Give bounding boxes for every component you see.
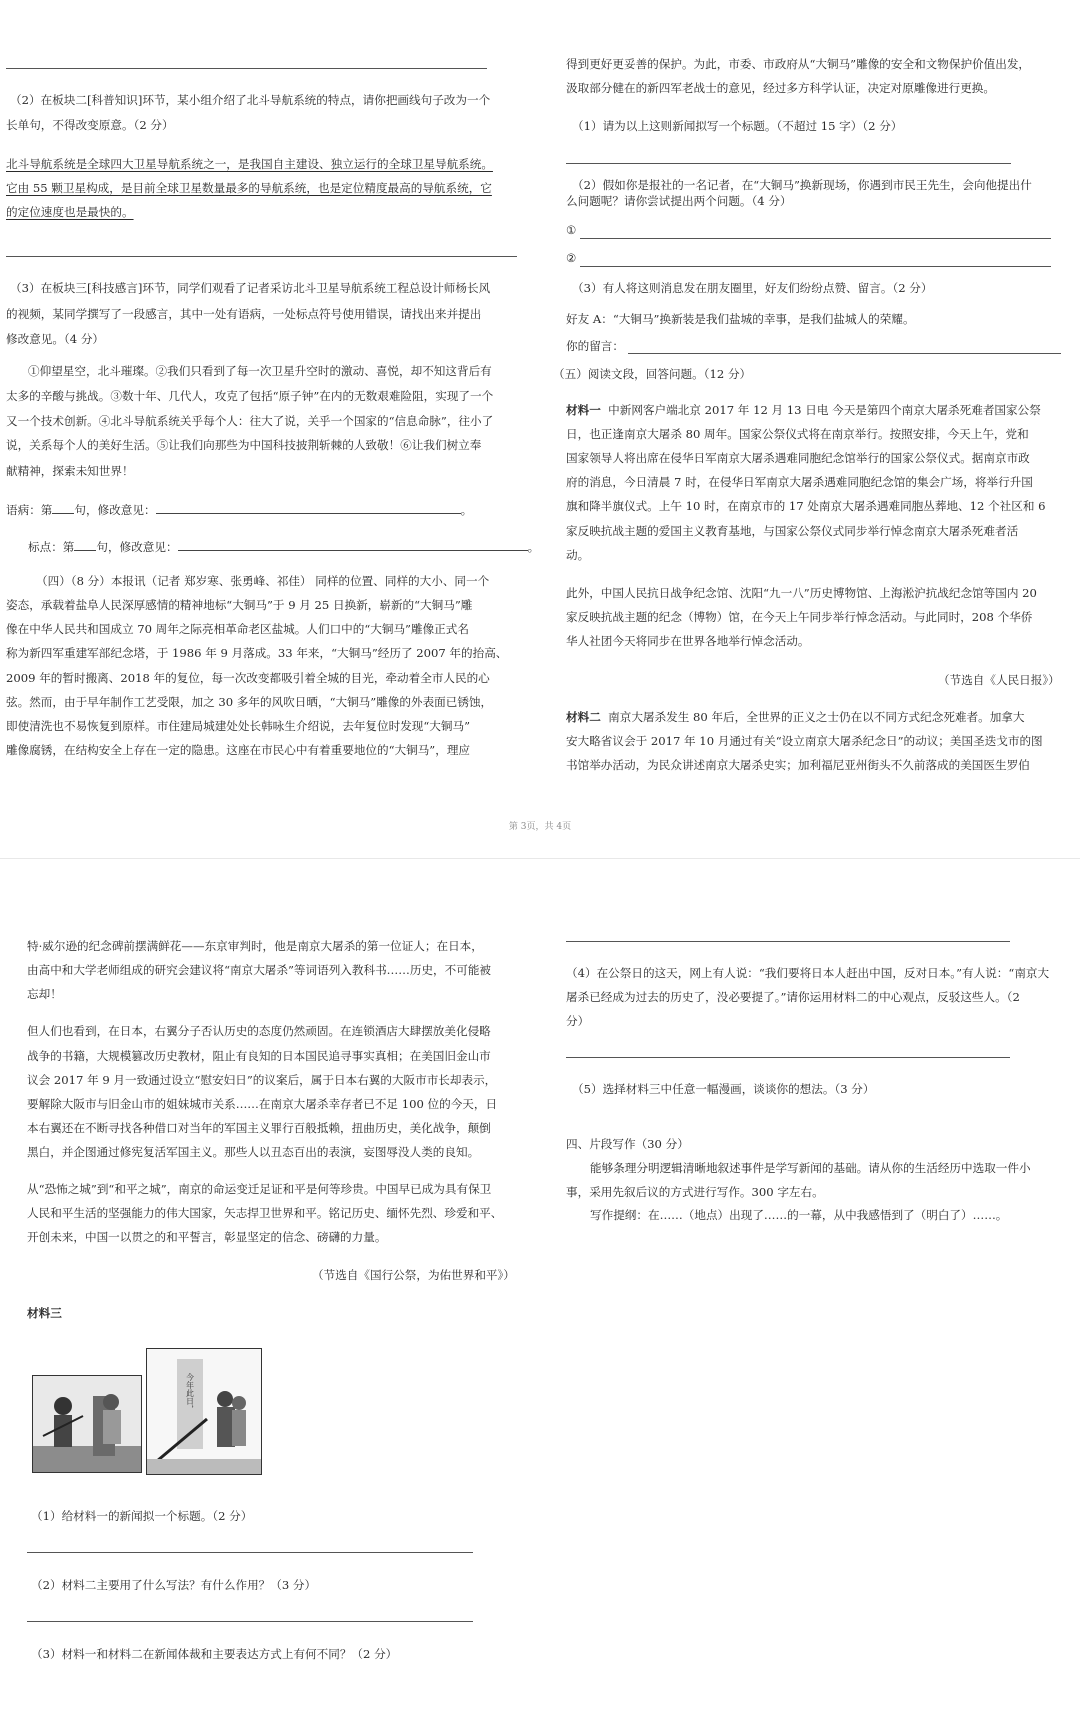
material-2-line: 但人们也看到，在日本，右翼分子否认历史的态度仍然顽固。在连锁酒店大肆摆放美化侵略 [27, 1024, 491, 1038]
material-2-line: 安大略省议会于 2017 年 10 月通过有关“设立南京大屠杀纪念日”的动议；美国圣迭戈市的图 [566, 734, 1043, 748]
writing-prompt: 能够条理分明逻辑清晰地叙述事件是学写新闻的基础。请从你的生活经历中选取一件小 [590, 1161, 1031, 1175]
cartoon-2-caption: 今年此日， [185, 1373, 195, 1413]
question-1: （1）请为以上这则新闻拟写一个标题。（不超过 15 字）（2 分） [572, 119, 903, 133]
passage-line: 太多的辛酸与挑战。③数十年、几代人，攻克了包括“原子钟”在内的无数艰难险阻，实现了一个 [6, 389, 494, 403]
friend-a-comment: 好友 A：“大铜马”换新装是我们盐城的幸事，是我们盐城人的荣耀。 [566, 312, 915, 326]
question-4: 分） [566, 1014, 590, 1028]
material-2-line [566, 712, 1025, 724]
news-line: （四）（8 分）本报讯（记者 郑岁寒、张勇峰、祁佳） 同样的位置、同样的大小、同一个 [36, 574, 490, 588]
passage-line: 又一个技术创新。④北斗导航系统关乎每个人：往大了说，关乎一个国家的“信息命脉”，往小了 [6, 414, 494, 428]
material-1-line: 此外，中国人民抗日战争纪念馆、沈阳“九一八”历史博物馆、上海淞沪抗战纪念馆等国内 20 [566, 586, 1037, 600]
material-2-line: 要解除大阪市与旧金山市的姐妹城市关系……在南京大屠杀幸存者已不足 100 位的今天，日 [27, 1097, 498, 1111]
question-1: （1）给材料一的新闻拟一个标题。（2 分） [31, 1509, 253, 1523]
material-1-line: 华人社团今天将同步在世界各地举行悼念活动。 [566, 634, 810, 648]
writing-hint: 写作提纲：在……（地点）出现了……的一幕，从中我感悟到了（明白了）……。 [590, 1208, 1008, 1222]
news-line: 雕像腐锈，在结构安全上存在一定的隐患。这座在市民心中有着重要地位的“大铜马”，理应 [6, 743, 471, 757]
page-footer: 第 3页，共 4页 [508, 822, 572, 832]
label: 。 [527, 540, 540, 554]
text: 中新网客户端北京 2017 年 12 月 13 日电 今天是第四个南京大屠杀死难者国家公祭 [608, 403, 1041, 417]
passage-line: 献精神，探索未知世界！ [6, 464, 134, 478]
answer-line [6, 68, 487, 69]
news-line: 弦。然而，由于早年制作工艺受限，加之 30 多年的风吹日晒，“大铜马”雕像的外表面已锈蚀， [6, 695, 493, 709]
label: 语病：第 [6, 503, 53, 517]
label: 。 [460, 503, 473, 517]
material-2-line: 本右翼还在不断寻找各种借口对当年的军国主义罪行百般抵赖，扭曲历史，美化战争，颠倒 [27, 1121, 491, 1135]
material-1-line: 国家领导人将出席在侵华日军南京大屠杀遇难同胞纪念馆举行的国家公祭仪式。据南京市政 [566, 451, 1030, 465]
sentence-number-blank[interactable] [74, 540, 96, 551]
news-line: 2009 年的暂时搬离、2018 年的复位，每一次改变都吸引着全城的目光，牵动着全市人民的心 [6, 671, 490, 685]
your-message-label: 你的留言： [566, 339, 624, 353]
punct-answer-line [28, 540, 539, 554]
material-2-line: 战争的书籍，大规模篡改历史教材，阻止有良知的日本国民追寻事实真相；在美国旧金山市 [27, 1049, 491, 1063]
sentence-number-blank[interactable] [52, 503, 74, 514]
material-1-line [566, 405, 1041, 417]
answer-line[interactable] [27, 1552, 473, 1553]
section-5-title: （五）阅读文段，回答问题。（12 分） [553, 367, 752, 381]
material-3-label: 材料三 [27, 1306, 62, 1320]
page-3 [0, 0, 1080, 858]
material-1-label: 材料一 [566, 403, 601, 417]
material-1-line: 旗和降半旗仪式。上午 10 时，在南京市的 17 处南京大屠杀遇难同胞丛葬地、12 个社区和 6 [566, 499, 1046, 513]
page-4 [0, 868, 1080, 1723]
writing-prompt: 事，采用先叙后议的方式进行写作。300 字左右。 [566, 1185, 824, 1199]
question-4: （4）在公祭日的这天，网上有人说：“我们要将日本人赶出中国，反对日本。”有人说：“南京大 [566, 966, 1050, 980]
text: 南京大屠杀发生 80 年后，全世界的正义之士仍在以不同方式纪念死难者。加拿大 [608, 710, 1025, 724]
cartoon-1-image [32, 1375, 142, 1473]
answer-mark: ① [566, 223, 577, 237]
answer-line [6, 256, 517, 257]
material-2-line: 黑白，并企图通过修宪复活军国主义。那些人以丑态百出的表演，妄图辱没人类的良知。 [27, 1145, 480, 1159]
answer-line[interactable] [27, 1621, 473, 1622]
underlined-sentence: 的定位速度也是最快的。 [6, 205, 134, 219]
news-line: 称为新四军重建军部纪念塔，于 1986 年 9 月落成。33 年来，“大铜马”经历了 2007 年的抬高、 [6, 646, 508, 660]
passage-line: 说，关系每个人的美好生活。⑤让我们向那些为中国科技披荆斩棘的人致敬！⑥让我们树立奉 [6, 438, 482, 452]
news-line: 姿态，承载着盐阜人民深厚感情的精神地标“大铜马”于 9 月 25 日换新，崭新的“大铜马”雕 [6, 598, 473, 612]
answer-mark: ② [566, 251, 577, 265]
q3-prompt-line: （3）在板块三[科技感言]环节，同学们观看了记者采访北斗卫星导航系统工程总设计师杨长风 [10, 281, 491, 295]
question-2: （2）假如你是报社的一名记者，在“大铜马”换新现场，你遇到市民王先生，会向他提出什 [572, 178, 1032, 192]
material-2-line: 人民和平生活的坚强能力的伟大国家，矢志捍卫世界和平。铭记历史、缅怀先烈、珍爱和平、 [27, 1206, 503, 1220]
question-5: （5）选择材料三中任意一幅漫画，谈谈你的想法。（3 分） [572, 1082, 875, 1096]
material-1-line: 动。 [566, 548, 590, 562]
section-4-title: 四、片段写作（30 分） [566, 1137, 689, 1151]
material-2-label: 材料二 [566, 710, 601, 724]
material-2-line: 由高中和大学老师组成的研究会建议将“南京大屠杀”等词语列入教科书……历史，不可能被 [27, 963, 492, 977]
answer-line[interactable] [566, 1057, 1010, 1058]
question-2: （2）材料二主要用了什么写法？有什么作用？（3 分） [31, 1578, 317, 1592]
material-2-line: 书馆举办活动，为民众讲述南京大屠杀史实；加利福尼亚州街头不久前落成的美国医生罗伯 [566, 758, 1030, 772]
q2-prompt-line: 长单句，不得改变原意。（2 分） [6, 118, 174, 132]
answer-line[interactable] [580, 238, 1051, 239]
news-line: 得到更好更妥善的保护。为此，市委、市政府从“大铜马”雕像的安全和文物保护价值出发， [566, 57, 1031, 71]
source-note: （节选自《国行公祭，为佑世界和平》） [312, 1268, 515, 1282]
grammar-answer-line [6, 503, 472, 517]
underlined-sentence: 它由 55 颗卫星构成，是目前全球卫星数量最多的导航系统，也是定位精度最高的导航系统，它 [6, 181, 492, 195]
cartoon-2-image [146, 1348, 262, 1475]
material-2-line: 从“恐怖之城”到“和平之城”，南京的命运变迁足证和平是何等珍贵。中国早已成为具有保卫 [27, 1182, 492, 1196]
question-2: 么问题呢？请你尝试提出两个问题。（4 分） [566, 194, 792, 208]
label: 句，修改意见： [74, 503, 156, 517]
suggestion-blank[interactable] [156, 503, 461, 514]
label: 句，修改意见： [96, 540, 178, 554]
question-3: （3）有人将这则消息发在朋友圈里，好友们纷纷点赞、留言。（2 分） [572, 281, 933, 295]
underlined-sentence: 北斗导航系统是全球四大卫星导航系统之一，是我国自主建设、独立运行的全球卫星导航系统。 [6, 157, 493, 171]
answer-line[interactable] [580, 266, 1051, 267]
passage-line: ①仰望星空，北斗璀璨。②我们只看到了每一次卫星升空时的激动、喜悦，却不知这背后有 [28, 364, 492, 378]
news-line: 像在中华人民共和国成立 70 周年之际亮相革命老区盐城。人们口中的“大铜马”雕像正式名 [6, 622, 469, 636]
source-note: （节选自《人民日报》） [938, 673, 1060, 687]
material-2-line: 忘却！ [27, 987, 62, 1001]
material-1-line: 日，也正逢南京大屠杀 80 周年。国家公祭仪式将在南京举行。按照安排，今天上午，党和 [566, 427, 1029, 441]
question-3: （3）材料一和材料二在新闻体裁和主要表达方式上有何不同？（2 分） [31, 1647, 398, 1661]
material-2-line: 开创未来，中国一以贯之的和平誓言，彰显坚定的信念、磅礴的力量。 [27, 1230, 387, 1244]
material-2-line: 议会 2017 年 9 月一致通过设立“慰安妇日”的议案后，属于日本右翼的大阪市市长却表示， [27, 1073, 497, 1087]
answer-line[interactable] [566, 163, 1011, 164]
q2-prompt-line: （2）在板块二[科普知识]环节，某小组介绍了北斗导航系统的特点，请你把画线句子改为一个 [10, 93, 491, 107]
material-1-line: 府的消息，今日清晨 7 时，在侵华日军南京大屠杀遇难同胞纪念馆的集会广场，将举行升国 [566, 475, 1033, 489]
news-line: 汲取部分健在的新四军老战士的意见，经过多方科学认证，决定对原雕像进行更换。 [566, 81, 995, 95]
answer-line[interactable] [628, 353, 1061, 354]
label: 标点：第 [28, 540, 75, 554]
material-2-line: 特·威尔逊的纪念碑前摆满鲜花——东京审判时，他是南京大屠杀的第一位证人；在日本， [27, 939, 483, 953]
material-1-line: 家反映抗战主题的爱国主义教育基地，与国家公祭仪式同步举行悼念南京大屠杀死难者活 [566, 524, 1019, 538]
news-line: 即使清洗也不易恢复到原样。市住建局城建处处长韩咏生介绍说，去年复位时发现“大铜马” [6, 719, 471, 733]
q3-prompt-line: 的视频，某同学撰写了一段感言，其中一处有语病，一处标点符号使用错误，请找出来并提出 [6, 307, 482, 321]
suggestion-blank[interactable] [178, 540, 528, 551]
q3-prompt-line: 修改意见。（4 分） [6, 332, 105, 346]
material-1-line: 家反映抗战主题的纪念（博物）馆，在今天上午同步举行悼念活动。与此同时，208 个华侨 [566, 610, 1033, 624]
question-4: 屠杀已经成为过去的历史了，没必要提了。”请你运用材料二的中心观点，反驳这些人。（2 [566, 990, 1020, 1004]
answer-line[interactable] [566, 941, 1010, 942]
